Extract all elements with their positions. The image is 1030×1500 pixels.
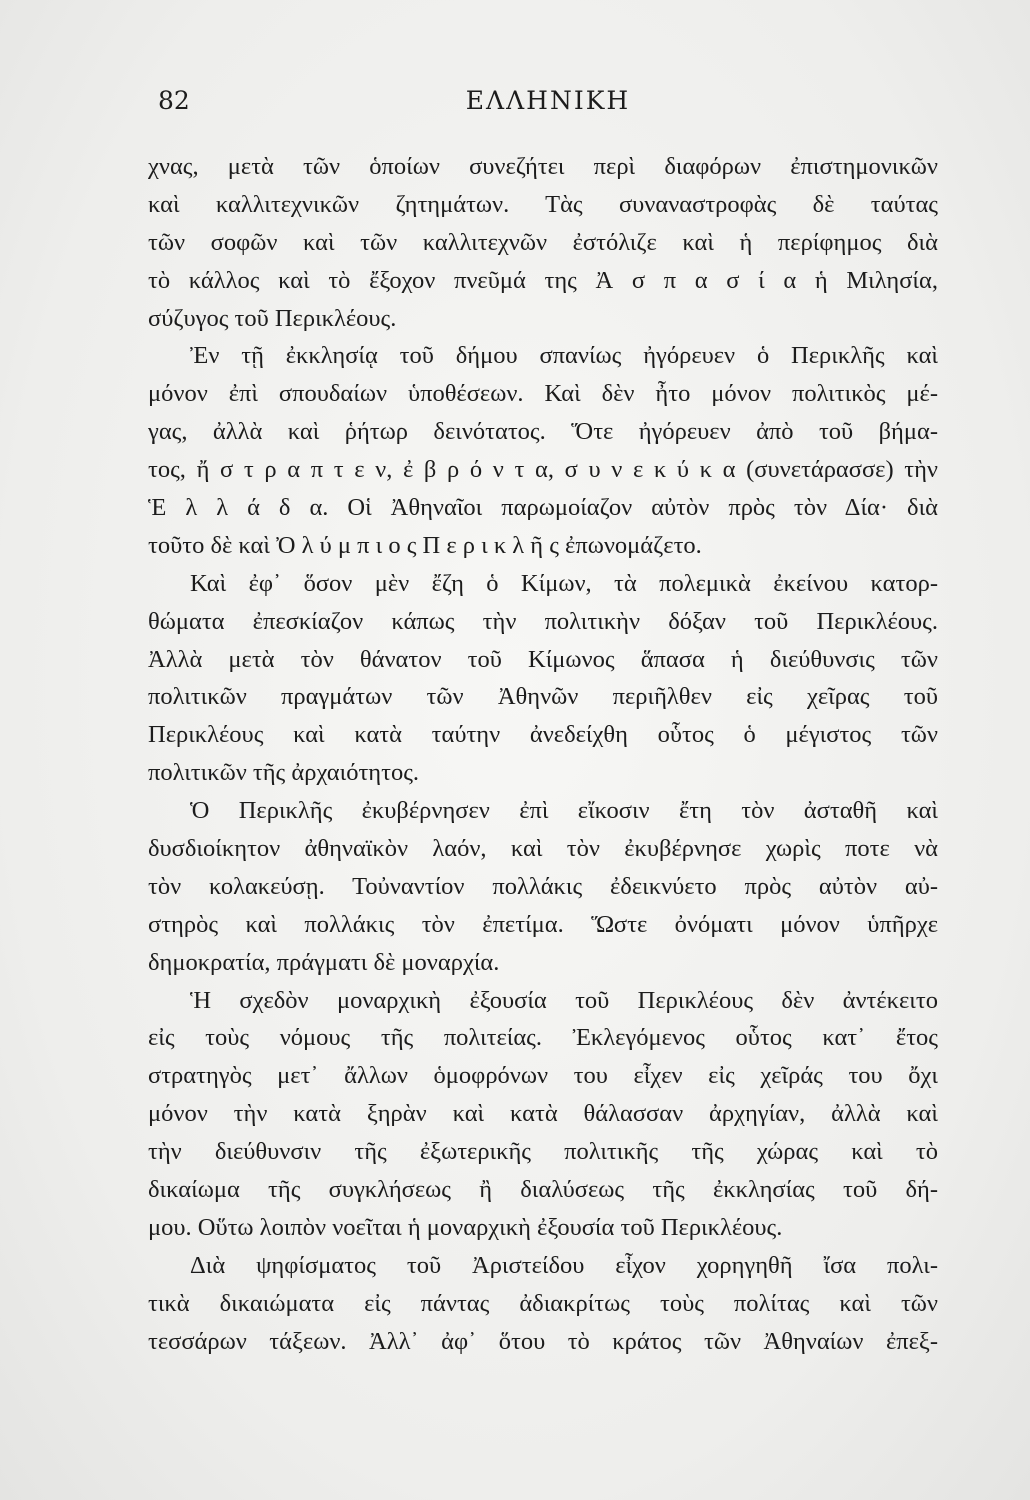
text-line: Ἑ λ λ ά δ α. Οἱ Ἀθηναῖοι παρωμοίαζον αὐτὸν πρὸς τὸν Δία· διὰ	[148, 494, 938, 522]
text-line: στηρὸς καὶ πολλάκις τὸν ἐπετίμα. Ὥστε ὀνόματι μόνον ὑπῆρχε	[148, 910, 938, 938]
running-title: ΕΛΛΗΝΙΚΗ	[465, 86, 631, 115]
text-line: πολιτικῶν τῆς ἀρχαιότητος.	[148, 759, 420, 787]
text-line: τεσσάρων τάξεων. Ἀλλ᾽ ἀφ᾽ ὅτου τὸ κράτος τῶν Ἀθηναίων ἐπεξ-	[148, 1327, 938, 1355]
paragraph-first-line: Ἡ σχεδὸν μοναρχικὴ ἐξουσία τοῦ Περικλέους δὲν ἀντέκειτο	[190, 986, 938, 1014]
text-line: πολιτικῶν πραγμάτων τῶν Ἀθηνῶν περιῆλθεν εἰς χεῖρας τοῦ	[148, 683, 938, 711]
text-line: μου. Οὕτω λοιπὸν νοεῖται ἡ μοναρχικὴ ἐξουσία τοῦ Περικλέους.	[148, 1213, 783, 1241]
text-line: θώματα ἐπεσκίαζον κάπως τὴν πολιτικὴν δόξαν τοῦ Περικλέους.	[148, 607, 938, 635]
text-line: δημοκρατία, πράγματι δὲ μοναρχία.	[148, 948, 500, 976]
text-line: σύζυγος τοῦ Περικλέους.	[148, 304, 397, 332]
paragraph-first-line: Διὰ ψηφίσματος τοῦ Ἀριστείδου εἶχον χορηγηθῆ ἴσα πολι-	[190, 1251, 938, 1279]
text-line: στρατηγὸς μετ᾽ ἄλλων ὁμοφρόνων του εἶχεν εἰς χεῖράς του ὄχι	[148, 1062, 938, 1090]
text-line: τος, ἤ σ τ ρ α π τ ε ν, ἐ β ρ ό ν τ α, σ υ ν ε κ ύ κ α (συνετάρασσε) τὴν	[148, 456, 938, 484]
text-line: δυσδιοίκητον ἀθηναϊκὸν λαόν, καὶ τὸν ἐκυβέρνησε χωρὶς ποτε νὰ	[148, 835, 938, 863]
text-line: δικαίωμα τῆς συγκλήσεως ἢ διαλύσεως τῆς ἐκκλησίας τοῦ δή-	[148, 1176, 938, 1204]
text-line: καὶ καλλιτεχνικῶν ζητημάτων. Τὰς συναναστροφὰς δὲ ταύτας	[148, 190, 938, 218]
text-line: τοῦτο δὲ καὶ Ὀ λ ύ μ π ι ο ς Π ε ρ ι κ λ ῆ ς ἐπωνομάζετο.	[148, 531, 702, 559]
paragraph-first-line: Καὶ ἐφ᾽ ὅσον μὲν ἔζη ὁ Κίμων, τὰ πολεμικὰ ἐκείνου κατορ-	[190, 569, 938, 597]
page-number: 82	[158, 86, 190, 115]
text-line: τὴν διεύθυνσιν τῆς ἐξωτερικῆς πολιτικῆς τῆς χώρας καὶ τὸ	[148, 1138, 938, 1166]
text-line: Ἀλλὰ μετὰ τὸν θάνατον τοῦ Κίμωνος ἅπασα ἡ διεύθυνσις τῶν	[148, 645, 938, 673]
page-header	[158, 86, 938, 126]
text-line: εἰς τοὺς νόμους τῆς πολιτείας. Ἐκλεγόμενος οὗτος κατ᾽ ἔτος	[148, 1024, 938, 1052]
text-line: γας, ἀλλὰ καὶ ῥήτωρ δεινότατος. Ὅτε ἠγόρευεν ἀπὸ τοῦ βήμα-	[148, 418, 938, 446]
text-line: Περικλέους καὶ κατὰ ταύτην ἀνεδείχθη οὗτος ὁ μέγιστος τῶν	[148, 721, 938, 749]
text-line: τῶν σοφῶν καὶ τῶν καλλιτεχνῶν ἐστόλιζε καὶ ἡ περίφημος διὰ	[148, 228, 938, 256]
text-line: μόνον τὴν κατὰ ξηρὰν καὶ κατὰ θάλασσαν ἀρχηγίαν, ἀλλὰ καὶ	[148, 1100, 938, 1128]
text-line: μόνον ἐπὶ σπουδαίων ὑποθέσεων. Καὶ δὲν ἦτο μόνον πολιτικὸς μέ-	[148, 380, 938, 408]
paragraph-first-line: Ἐν τῇ ἐκκλησίᾳ τοῦ δήμου σπανίως ἠγόρευεν ὁ Περικλῆς καὶ	[190, 342, 938, 370]
text-line: τὸν κολακεύσῃ. Τοὐναντίον πολλάκις ἐδεικνύετο πρὸς αὐτὸν αὐ-	[148, 872, 938, 900]
body-text	[148, 148, 938, 1361]
text-line: χνας, μετὰ τῶν ὁποίων συνεζήτει περὶ διαφόρων ἐπιστημονικῶν	[148, 153, 938, 180]
paragraph-first-line: Ὁ Περικλῆς ἐκυβέρνησεν ἐπὶ εἴκοσιν ἔτη τὸν ἀσταθῆ καὶ	[190, 797, 938, 825]
text-line: τὸ κάλλος καὶ τὸ ἔξοχον πνεῦμά της Ἀ σ π α σ ί α ἡ Μιλησία,	[148, 266, 938, 294]
text-line: τικὰ δικαιώματα εἰς πάντας ἀδιακρίτως τοὺς πολίτας καὶ τῶν	[148, 1289, 938, 1317]
